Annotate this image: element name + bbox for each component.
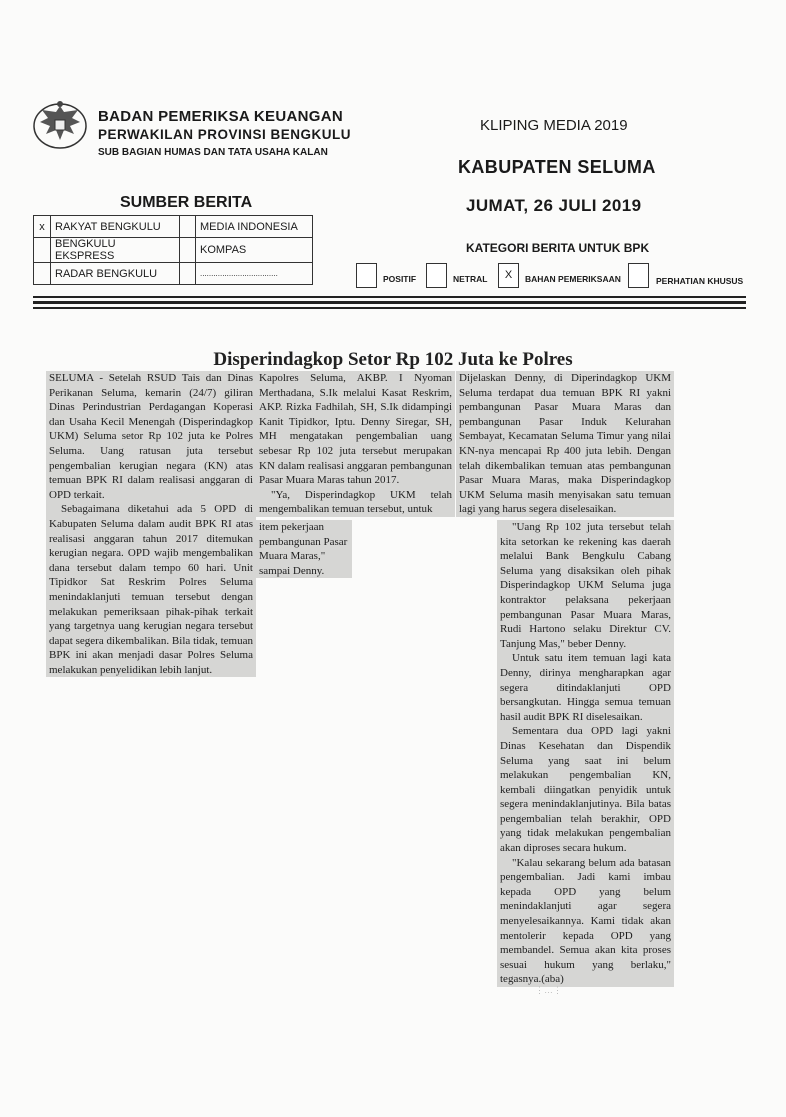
article-paragraph: Untuk satu item temuan lagi kata Denny, dirinya mengharapkan agar segera ditindaklanjuti OPD bersangkutan. Hingga semua temuan hasil audit BPK RI diselesaikan. — [500, 652, 671, 723]
kliping-title: KLIPING MEDIA 2019 — [480, 117, 628, 134]
article-column-2 — [256, 371, 455, 517]
source-row — [34, 263, 313, 285]
article-paragraph: "Uang Rp 102 juta tersebut telah kita setorkan ke rekening kas daerah melalui Bank Bengkulu Cabang Seluma yang disaksikan oleh pihak Disperindagkop UKM Seluma juga kontraktor pelaksana pekerjaan pembangunan Pasar Muara Maras, Rudi Hartono selaku Direktur CV. Tanjung Mas," beber Denny. — [500, 521, 671, 650]
article-paragraph: "Kalau sekarang belum ada batasan pengembalian. Jadi kami imbau kepada OPD yang belum menindaklanjuti agar segera menyelesaikannya. Kami tidak akan mentolerir kepada OPD yang membandel. Semua akan kita proses sesuai hukum yang berlaku," tegasnya.(aba) — [500, 856, 671, 986]
source-checkbox[interactable] — [34, 238, 51, 263]
garuda-emblem-icon — [32, 96, 88, 152]
org-name: BADAN PEMERIKSA KEUANGAN — [98, 108, 343, 125]
divider — [33, 296, 746, 298]
category-title: KATEGORI BERITA UNTUK BPK — [466, 241, 650, 255]
source-checkbox[interactable] — [180, 216, 196, 238]
article-column-1 — [46, 371, 256, 677]
article-paragraph: SELUMA - Setelah RSUD Tais dan Dinas Perikanan Seluma, kemarin (24/7) giliran Dinas Perindustrian Perdagangan Koperasi dan Usaha Kecil Menengah (Disperindagkop UKM) Seluma setor Rp 102 juta ke Polres Seluma. Uang ratusan juta tersebut pengembalian kerugian negara (KN) atas temuan BPK RI dalam realisasi anggaran di OPD terkait. — [49, 372, 253, 501]
source-label: RADAR BENGKULU — [51, 263, 180, 285]
source-label: RAKYAT BENGKULU — [51, 216, 180, 238]
org-branch: PERWAKILAN PROVINSI BENGKULU — [98, 127, 352, 142]
article-paragraph: Kapolres Seluma, AKBP. I Nyoman Merthadana, S.Ik melalui Kasat Reskrim, AKP. Rizka Fadhilah, SH, S.Ik didampingi Kanit Tipidkor, Iptu. Denny Siregar, SH, MH mengatakan pengembalian uang sebesar Rp 102 juta tersebut merupakan KN dalam realisasi anggaran pembangunan Pasar Muara Maras tahun 2017. — [259, 372, 452, 487]
source-checkbox[interactable] — [180, 263, 196, 285]
divider — [33, 307, 746, 309]
article-paragraph: item pekerjaan pembangunan Pasar Muara Maras," sampai Denny. — [259, 521, 348, 577]
category-label-perhatian-khusus: PERHATIAN KHUSUS — [656, 276, 744, 286]
source-row — [34, 238, 313, 263]
scan-mark: ⋮…⋮ — [535, 985, 562, 995]
source-checkbox[interactable]: x — [34, 216, 51, 238]
category-checkbox-bahan-pemeriksaan[interactable]: X — [498, 263, 519, 288]
category-label-bahan-pemeriksaan: BAHAN PEMERIKSAAN — [525, 274, 621, 284]
category-checkbox-perhatian-khusus[interactable] — [628, 263, 649, 288]
source-label: BENGKULU EKSPRESS — [51, 238, 180, 263]
article-paragraph: Sementara dua OPD lagi yakni Dinas Kesehatan dan Dispendik Seluma yang saat ini belum melakukan pengembalian KN, kembali diingatkan penyidik untuk segera menindaklanjutinya. Bila batas pengembalian telah berakhir, OPD yang tidak melakukan pengembalian akan diproses secara hukum. — [500, 725, 671, 855]
category-checkbox-netral[interactable] — [426, 263, 447, 288]
article-column-2-tail — [256, 520, 352, 578]
sources-table — [33, 215, 313, 285]
category-label-positif: POSITIF — [383, 274, 417, 284]
source-checkbox[interactable] — [34, 263, 51, 285]
category-checkbox-positif[interactable] — [356, 263, 377, 288]
source-checkbox[interactable] — [180, 238, 196, 263]
date-title: JUMAT, 26 JULI 2019 — [466, 196, 642, 215]
category-label-netral: NETRAL — [453, 274, 488, 284]
article-column-3 — [497, 520, 674, 987]
source-row — [34, 216, 313, 238]
region-title: KABUPATEN SELUMA — [458, 157, 656, 177]
article-paragraph: Dijelaskan Denny, di Diperindagkop UKM Seluma terdapat dua temuan BPK RI yakni pembangunan Pasar Muara Maras dan pembangunan Pasar Induk Kelurahan Sembayat, Kecamatan Seluma Timur yang nilai KN-nya mencapai Rp 400 juta lebih. Dengan telah dikembalikan temuan atas pembangunan Pasar Muara Maras, maka Disperindagkop UKM Seluma masih menyisakan satu temuan lagi yang harus segera diselesaikan. — [459, 372, 671, 516]
sources-title: SUMBER BERITA — [120, 194, 253, 211]
article-headline: Disperindagkop Setor Rp 102 Juta ke Polres — [213, 349, 573, 370]
article-paragraph: "Ya, Disperindagkop UKM telah mengembalikan temuan tersebut, untuk — [259, 488, 452, 516]
source-label: MEDIA INDONESIA — [196, 216, 313, 238]
source-label: KOMPAS — [196, 238, 313, 263]
article-column-3-top — [456, 371, 674, 517]
source-label: ................................... — [196, 263, 313, 285]
article-paragraph: Sebagaimana diketahui ada 5 OPD di Kabupaten Seluma dalam audit BPK RI atas realisasi anggaran tahun 2017 ditemukan kerugian negara. OPD wajib mengembalikan dana tersebut dalam tempo 60 hari. Unit Tipidkor Sat Reskrim Polres Seluma menindaklanjuti temuan tersebut dengan melakukan pemeriksaan pihak-pihak terkait yang targetnya uang kerugian negara tersebut dapat segera dikembalikan. Bila tidak, temuan BPK ini akan menjadi dasar Polres Seluma melakukan penyelidikan lebih lanjut. — [49, 503, 253, 676]
divider — [33, 301, 746, 304]
org-subdivision: SUB BAGIAN HUMAS DAN TATA USAHA KALAN — [98, 147, 328, 158]
